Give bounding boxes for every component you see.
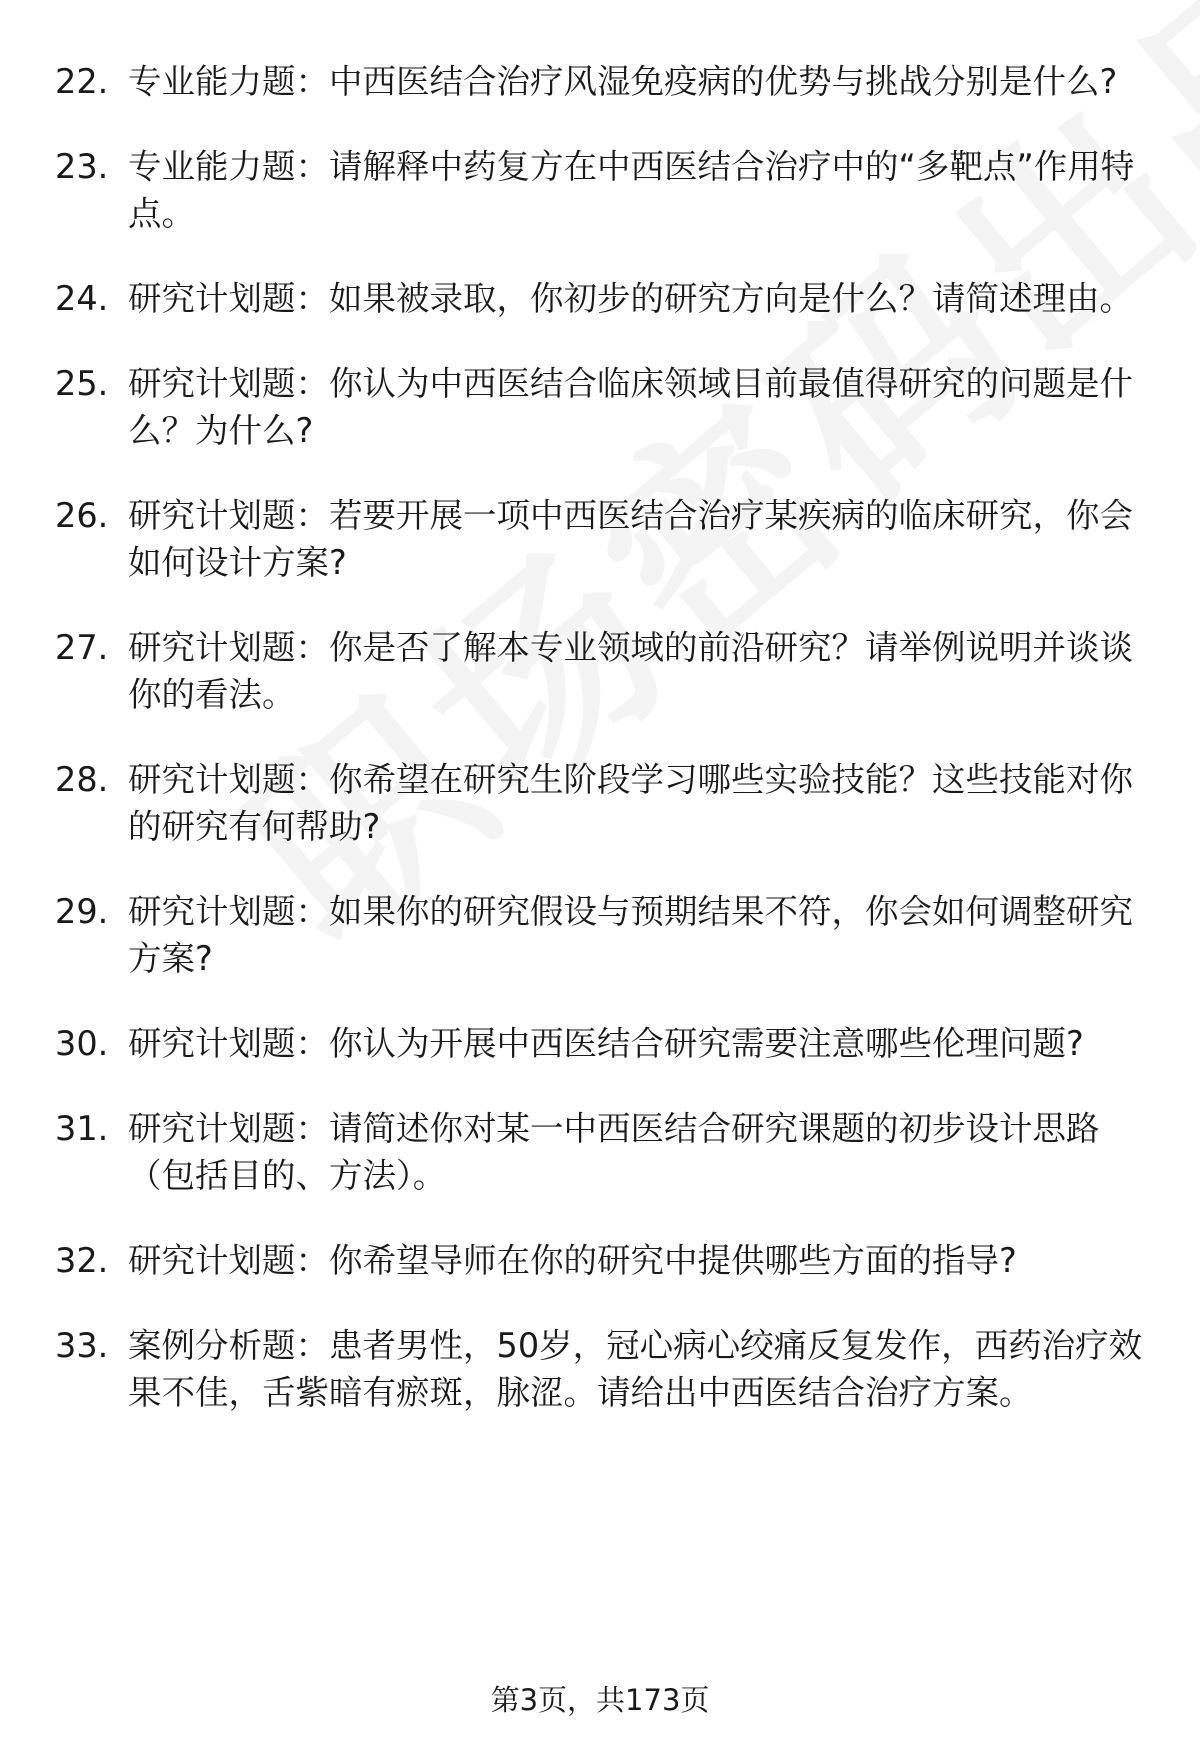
question-item <box>55 1020 1155 1067</box>
question-number: 31. <box>55 1109 109 1148</box>
question-item <box>55 275 1155 322</box>
question-number: 25. <box>55 364 109 403</box>
question-text: 研究计划题：你认为开展中西医结合研究需要注意哪些伦理问题? <box>128 1024 1084 1063</box>
question-number: 32. <box>55 1241 109 1280</box>
question-text: 研究计划题：如果被录取，你初步的研究方向是什么？请简述理由。 <box>128 279 1133 318</box>
question-number: 24. <box>55 279 109 318</box>
question-number: 26. <box>55 496 109 535</box>
question-item <box>55 888 1155 982</box>
question-item <box>55 360 1155 454</box>
question-text: 研究计划题：你希望导师在你的研究中提供哪些方面的指导? <box>128 1241 1017 1280</box>
question-list <box>55 58 1155 1454</box>
question-item <box>55 1105 1155 1199</box>
question-text: 研究计划题：若要开展一项中西医结合治疗某疾病的临床研究，你会如何设计方案? <box>128 496 1133 582</box>
question-text: 研究计划题：如果你的研究假设与预期结果不符，你会如何调整研究方案? <box>128 892 1133 978</box>
question-number: 30. <box>55 1024 109 1063</box>
question-item <box>55 1237 1155 1284</box>
question-number: 22. <box>55 62 109 101</box>
question-item <box>55 1322 1155 1416</box>
question-item <box>55 756 1155 850</box>
question-text: 专业能力题：请解释中药复方在中西医结合治疗中的“多靶点”作用特点。 <box>128 147 1135 233</box>
question-number: 23. <box>55 147 109 186</box>
question-item <box>55 58 1155 105</box>
question-number: 29. <box>55 892 109 931</box>
question-text: 研究计划题：请简述你对某一中西医结合研究课题的初步设计思路（包括目的、方法）。 <box>128 1109 1100 1195</box>
question-number: 28. <box>55 760 109 799</box>
question-text: 专业能力题：中西医结合治疗风湿免疫病的优势与挑战分别是什么? <box>128 62 1118 101</box>
page-footer: 第3页，共173页 <box>490 1683 710 1717</box>
question-text: 研究计划题：你希望在研究生阶段学习哪些实验技能？这些技能对你的研究有何帮助? <box>128 760 1133 846</box>
question-item <box>55 624 1155 718</box>
question-text: 研究计划题：你认为中西医结合临床领域目前最值得研究的问题是什么？为什么? <box>128 364 1133 450</box>
question-number: 27. <box>55 628 109 667</box>
question-text: 研究计划题：你是否了解本专业领域的前沿研究？请举例说明并谈谈你的看法。 <box>128 628 1133 714</box>
question-text: 案例分析题：患者男性，50岁，冠心病心绞痛反复发作，西药治疗效果不佳，舌紫暗有瘀斑，脉涩。请给出中西医结合治疗方案。 <box>128 1326 1143 1412</box>
question-item <box>55 492 1155 586</box>
question-number: 33. <box>55 1326 109 1365</box>
question-item <box>55 143 1155 237</box>
